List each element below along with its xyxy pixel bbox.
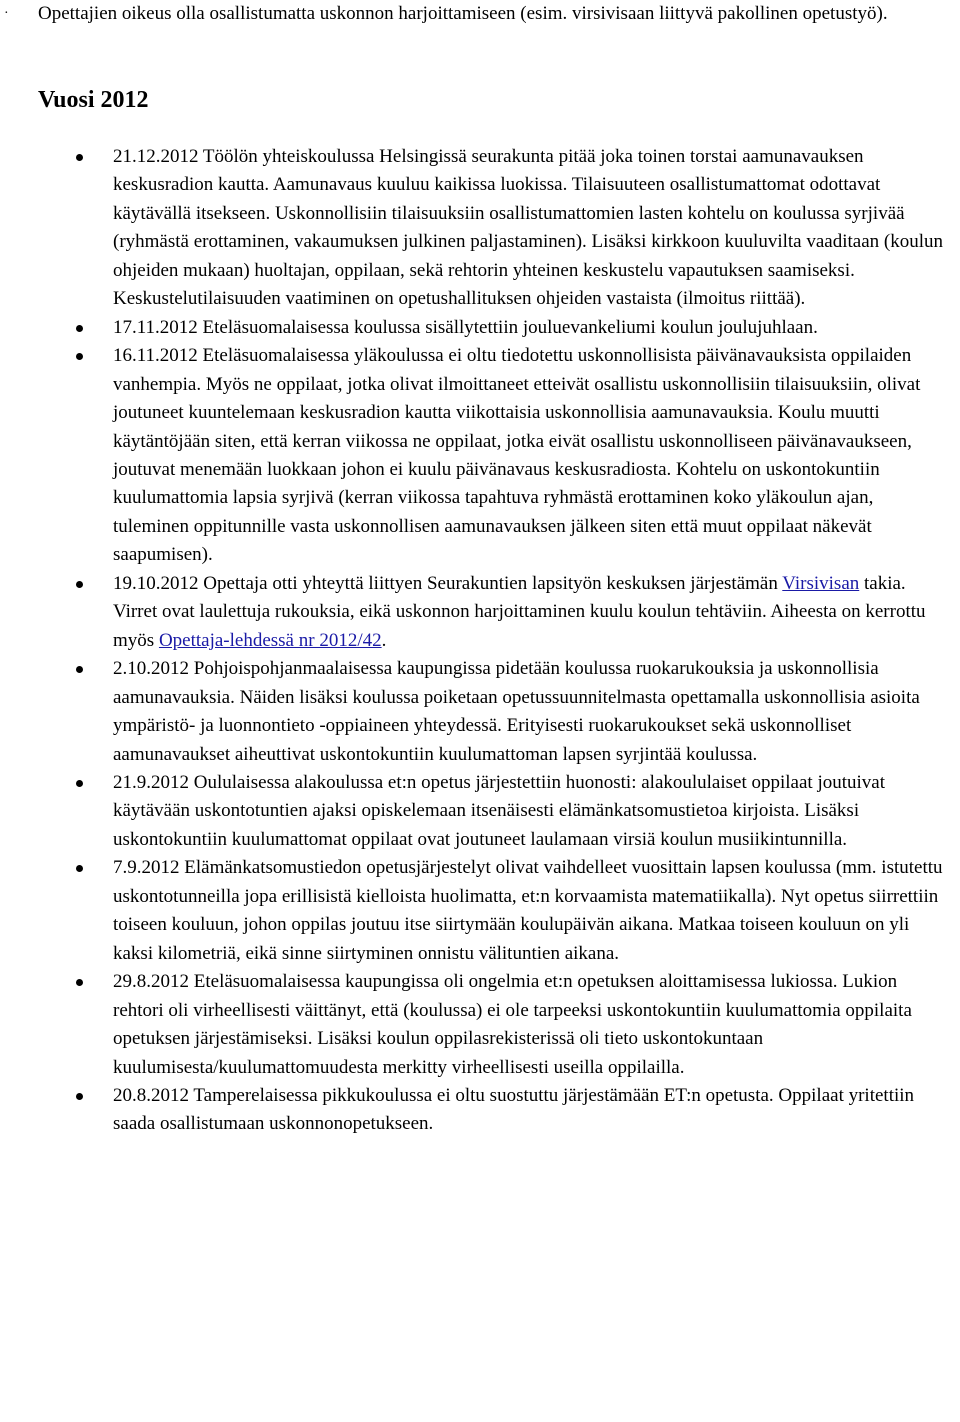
event-list xyxy=(0,143,952,1139)
list-item xyxy=(0,1082,952,1139)
bullet-icon xyxy=(76,581,83,588)
list-item xyxy=(0,143,952,314)
event-text: . xyxy=(381,629,387,651)
event-text: 21.12.2012 Töölön yhteiskoulussa Helsingissä seurakunta pitää joka toinen torstai aamunavauksen keskusradion kautta. Aamunavaus kuuluu kaikissa luokissa. Tilaisuuteen osallistumattomat odottavat käytävällä itsekseen. Uskonnollisiin tilaisuuksiin osallistumattomien lasten kohtelu on koulussa syrjivää (ryhmästä erottaminen, vakaumuksen julkinen paljastaminen). Lisäksi kirkkoon kuuluvilta vaaditaan (koulun ohjeiden mukaan) huoltajan, oppilaan, sekä rehtorin yhteinen keskustelu vapautuksen saamiseksi. Keskustelutilaisuuden vaatiminen on opetushallituksen ohjeiden vastaista (ilmoitus riittää). xyxy=(113,146,943,310)
bullet-icon xyxy=(76,666,83,673)
event-text: 17.11.2012 Eteläsuomalaisessa koulussa sisällytettiin jouluevankeliumi koulun joulujuhlaan. xyxy=(113,316,818,338)
event-text: 29.8.2012 Eteläsuomalaisessa kaupungissa oli ongelmia et:n opetuksen aloittamisessa lukiossa. Lukion rehtori oli virheellisesti väittänyt, että (koulussa) ei ole tarpeeksi uskontokuntiin kuulumattomia oppilaita opetuksen järjestämiseksi. Lisäksi koulun oppilasrekisterissä oli tieto uskontokuntaan kuulumisesta/kuulumattomuudesta merkitty virheellisesti useilla oppilailla. xyxy=(113,971,912,1078)
intro-text: Opettajien oikeus olla osallistumatta uskonnon harjoittamiseen (esim. virsivisaan liittyvä pakollinen opetustyö). xyxy=(38,3,888,24)
list-item xyxy=(0,314,952,342)
intro-bullet-item xyxy=(0,0,940,28)
bullet-icon xyxy=(76,325,83,332)
event-text: 19.10.2012 Opettaja otti yhteyttä liittyen Seurakuntien lapsityön keskuksen järjestämän xyxy=(113,572,783,594)
event-text: 16.11.2012 Eteläsuomalaisessa yläkoulussa ei oltu tiedotettu uskonnollisista päivänavauksista oppilaiden vanhempia. Myös ne oppilaat, jotka olivat ilmoittaneet etteivät osallistu uskonnollisiin tilaisuuksiin, olivat joutuneet kuuntelemaan keskusradion kautta viikottaisia uskonnollisia aamunavauksia. Koulu muutti käytäntöjään siten, että kerran viikossa ne oppilaat, jotka eivät osallistu uskonnolliseen päivänavaukseen, joutuvat menemään luokkaan johon ei kuulu päivänavaus keskusradiosta. Kohtelu on uskontokuntiin kuulumattomia lapsia syrjivä (kerran viikossa tapahtuva ryhmästä erottaminen koko yläkoulun ajan, tuleminen oppitunnille vasta uskonnollisen aamunavauksen jälkeen siten että muut oppilaat näkevät saapumisen). xyxy=(113,345,921,566)
bullet-icon xyxy=(76,154,83,161)
bullet-icon xyxy=(76,865,83,872)
list-item xyxy=(0,769,952,854)
bullet-icon xyxy=(76,979,83,986)
list-item xyxy=(0,570,952,655)
list-item xyxy=(0,854,952,968)
opettaja-lehti-link[interactable]: Opettaja-lehdessä nr 2012/42 xyxy=(158,629,382,651)
event-text: takia. Virret ovat laulettuja rukouksia, eikä uskonnon harjoittaminen kuulu koulun tehtäviin. Aiheesta on kerrottu myös xyxy=(113,572,926,651)
bullet-icon xyxy=(76,1093,83,1100)
bullet-icon: · xyxy=(4,6,9,21)
virsivisa-link[interactable]: Virsivisan xyxy=(782,572,860,594)
list-item xyxy=(0,968,952,1082)
list-item xyxy=(0,342,952,570)
event-text: 2.10.2012 Pohjoispohjanmaalaisessa kaupungissa pidetään koulussa ruokarukouksia ja uskonnollisia aamunavauksia. Näiden lisäksi koulussa poiketaan opetussuunnitelmasta opettamalla uskonnollisia asioita ympäristö- ja luonnontieto -oppiaineen yhteydessä. Erityisesti ruokarukoukset sekä uskonnolliset aamunavaukset aiheuttivat uskontokuntiin kuulumattoman lapsen syrjintää koulussa. xyxy=(113,658,920,765)
event-text: 20.8.2012 Tamperelaisessa pikkukoulussa ei oltu suostuttu järjestämään ET:n opetusta. Oppilaat yritettiin saada osallistumaan uskonnonopetukseen. xyxy=(113,1084,915,1135)
bullet-icon xyxy=(76,353,83,360)
bullet-icon xyxy=(76,780,83,787)
event-text: 7.9.2012 Elämänkatsomustiedon opetusjärjestelyt olivat vaihdelleet vuosittain lapsen koulussa (mm. istutettu uskontotunneilla jopa erillisistä kielloista huolimatta, et:n korvaamista matematiikalla). Nyt opetus siirrettiin toiseen kouluun, johon oppilas joutuu itse siirtymään koulupäivän aikana. Matkaa toiseen kouluun on yli kaksi kilometriä, eikä sinne siirtyminen onnistu välituntien aikana. xyxy=(113,857,943,964)
event-text: 21.9.2012 Oululaisessa alakoulussa et:n opetus järjestettiin huonosti: alakoululaiset oppilaat joutuivat käytävään uskontotuntien ajaksi opiskelemaan itsenäisesti elämänkatsomustietoa kirjoista. Lisäksi uskontokuntiin kuulumattomat oppilaat ovat joutuneet laulamaan virsiä koulun musiikintunnilla. xyxy=(113,771,886,850)
list-item xyxy=(0,655,952,769)
year-heading: Vuosi 2012 xyxy=(38,87,149,113)
